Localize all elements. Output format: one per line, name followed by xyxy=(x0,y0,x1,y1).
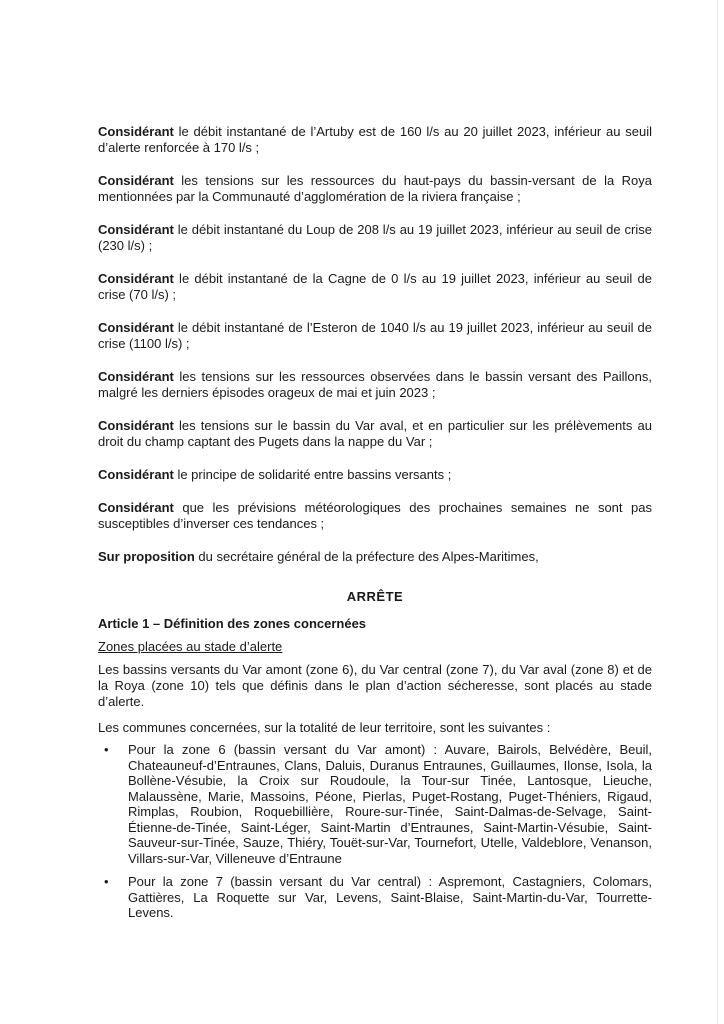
considerant-text: les tensions sur les ressources observées dans le bassin versant des Paillons, malgré les derniers épisodes orageux de mai et juin 2023 ; xyxy=(98,369,652,400)
considerant-lead: Considérant xyxy=(98,173,174,188)
considerant-text: le principe de solidarité entre bassins versants ; xyxy=(173,467,452,482)
bullet-icon: • xyxy=(104,874,109,889)
considerant-text: du secrétaire général de la préfecture des Alpes-Maritimes, xyxy=(194,549,539,564)
considerant-5 xyxy=(98,320,652,352)
considerant-lead: Considérant xyxy=(98,500,174,515)
zones-list xyxy=(98,742,652,921)
article-1-title: Article 1 – Définition des zones concernées xyxy=(98,616,367,631)
considerant-text: le débit instantané de l’Esteron de 1040 l/s au 19 juillet 2023, inférieur au seuil de crise (1100 l/s) ; xyxy=(98,320,652,351)
considerant-2 xyxy=(98,173,652,205)
considerant-7 xyxy=(98,418,652,450)
zones-alerte-subtitle: Zones placées au stade d’alerte xyxy=(98,639,283,654)
considerant-6 xyxy=(98,369,652,401)
sur-proposition xyxy=(98,549,652,565)
page-edge xyxy=(717,0,718,1024)
considerant-lead: Considérant xyxy=(98,124,174,139)
considerant-lead: Considérant xyxy=(98,320,174,335)
considerant-text: que les prévisions météorologiques des prochaines semaines ne sont pas susceptibles d’inverser ces tendances ; xyxy=(98,500,652,531)
considerant-1 xyxy=(98,124,652,156)
considerant-text: le débit instantané de la Cagne de 0 l/s au 19 juillet 2023, inférieur au seuil de crise (70 l/s) ; xyxy=(98,271,652,302)
arrete-heading: ARRÊTE xyxy=(346,589,404,604)
communes-intro: Les communes concernées, sur la totalité de leur territoire, sont les suivantes : xyxy=(98,720,551,735)
considerant-lead: Considérant xyxy=(98,467,174,482)
considerant-text: les tensions sur les ressources du haut-pays du bassin-versant de la Roya mentionnées par la Communauté d’agglomération de la riviera française ; xyxy=(98,173,652,204)
bullet-icon: • xyxy=(104,742,109,757)
considerant-lead: Sur proposition xyxy=(98,549,195,564)
considerant-4 xyxy=(98,271,652,303)
article-1-intro: Les bassins versants du Var amont (zone 6), du Var central (zone 7), du Var aval (zone 8) et de la Roya (zone 10) tels que définis dans le plan d’action sécheresse, sont placés au stade d’alerte. xyxy=(98,662,652,709)
zone-text: Pour la zone 7 (bassin versant du Var central) : Aspremont, Castagniers, Colomars, Gattières, La Roquette sur Var, Levens, Saint-Blaise, Saint-Martin-du-Var, Tourrette-Levens. xyxy=(128,874,652,920)
considerant-text: le débit instantané de l’Artuby est de 160 l/s au 20 juillet 2023, inférieur au seuil d’alerte renforcée à 170 l/s ; xyxy=(98,124,652,155)
considerant-lead: Considérant xyxy=(98,418,174,433)
considerant-8 xyxy=(98,467,652,483)
list-item-zone-6 xyxy=(104,742,652,866)
considerant-text: le débit instantané du Loup de 208 l/s au 19 juillet 2023, inférieur au seuil de crise (230 l/s) ; xyxy=(98,222,652,253)
considerant-9 xyxy=(98,500,652,532)
considerant-text: les tensions sur le bassin du Var aval, et en particulier sur les prélèvements au droit du champ captant des Pugets dans la nappe du Var ; xyxy=(98,418,652,449)
considerant-lead: Considérant xyxy=(98,222,174,237)
considerant-lead: Considérant xyxy=(98,369,174,384)
zone-text: Pour la zone 6 (bassin versant du Var amont) : Auvare, Bairols, Belvédère, Beuil, Chateauneuf-d’Entraunes, Clans, Daluis, Duranus Entraunes, Guillaumes, Ilonse, Isola, la Bollène-Vésubie, la Croix sur Roudoule, la Tour-sur Tinée, Lantosque, Lieuche, Malaussène, Marie, Massoins, Péone, Pierlas, Puget-Rostang, Puget-Théniers, Rigaud, Rimplas, Roubion, Roquebillière, Roure-sur-Tinée, Saint-Dalmas-de-Selvage, Saint-Étienne-de-Tinée, Saint-Léger, Saint-Martin d’Entraunes, Saint-Martin-Vésubie, Saint-Sauveur-sur-Tinée, Sauze, Thiéry, Touët-sur-Var, Tournefort, Utelle, Valdeblore, Venanson, Villars-sur-Var, Villeneuve d’Entraune xyxy=(128,742,652,866)
considerant-lead: Considérant xyxy=(98,271,174,286)
list-item-zone-7 xyxy=(104,874,652,921)
considerant-3 xyxy=(98,222,652,254)
